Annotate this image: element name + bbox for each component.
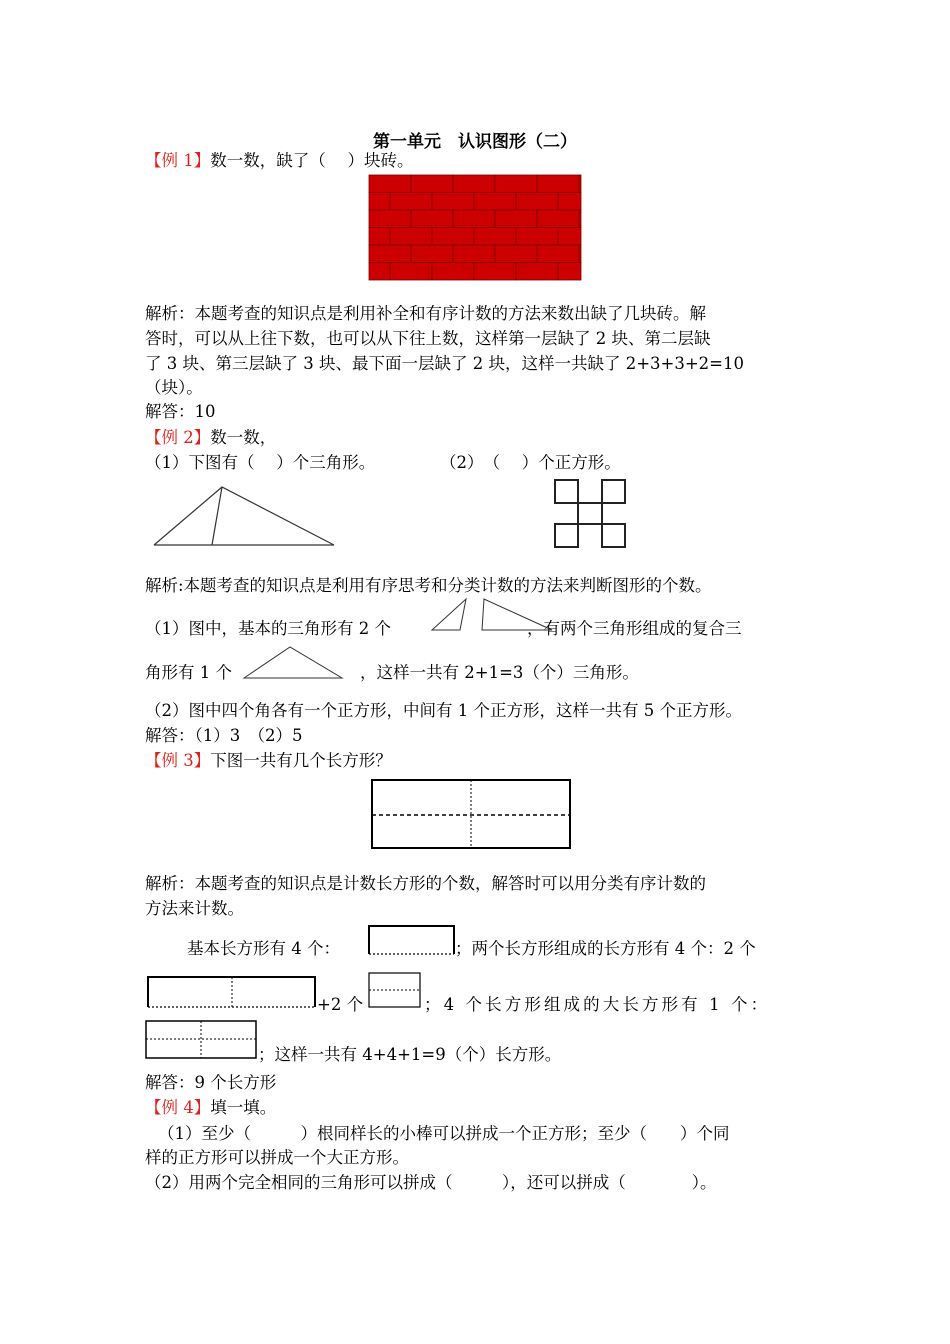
brick [369, 210, 411, 228]
example-3-text: 下图一共有几个长方形？ [210, 751, 392, 770]
example-1-analysis-3: 了 3 块、第三层缺了 3 块、最下面一层缺了 2 块，这样一共缺了 2+3+3+2=10 [145, 354, 744, 373]
example-2-question [145, 427, 276, 449]
basic-rectangle-figure [367, 924, 457, 956]
example-2-line-1b: ，有两个三角形组成的复合三 [527, 619, 742, 638]
example-3-question [145, 750, 392, 772]
example-3-tag: 【例 3】 [145, 751, 211, 770]
example-3-four: ；4 个长方形组成的大长方形有 1 个： [424, 995, 771, 1014]
brick [516, 228, 558, 246]
brick [369, 175, 411, 193]
example-1-answer: 解答：10 [145, 402, 216, 421]
brick [411, 175, 453, 193]
example-2-line-2a: 角形有 1 个 [145, 663, 232, 682]
brick [579, 210, 581, 228]
brick [474, 263, 516, 281]
brick [369, 263, 390, 281]
brick [432, 193, 474, 211]
brick [453, 175, 495, 193]
brick [474, 228, 516, 246]
triangle-figure [150, 485, 340, 550]
brick [390, 228, 432, 246]
compound-triangle-figure [242, 644, 346, 682]
example-3-basic: 基本长方形有 4 个： [187, 939, 340, 958]
example-2-tag: 【例 2】 [145, 428, 211, 447]
two-wide-rectangle-figure [146, 975, 318, 1009]
brick [516, 263, 558, 281]
example-2-line-3: （2）图中四个角各有一个正方形，中间有 1 个正方形，这样一共有 5 个正方形。 [145, 701, 742, 720]
example-1-question [145, 150, 414, 172]
example-2-line-1a: （1）图中，基本的三角形有 2 个 [145, 619, 391, 638]
example-4-sub1-a: （1）至少（ ）根同样长的小棒可以拼成一个正方形；至少（ ）个同 [158, 1124, 730, 1143]
example-3-analysis-1: 解析：本题考查的知识点是计数长方形的个数，解答时可以用分类有序计数的 [145, 874, 706, 893]
rectangle-figure [371, 779, 571, 849]
example-2-analysis: 解析:本题考查的知识点是利用有序思考和分类计数的方法来判断图形的个数。 [145, 576, 712, 595]
example-3-plus: +2 个 [317, 995, 364, 1014]
example-3-total: ；这样一共有 4+4+1=9（个）长方形。 [258, 1045, 562, 1064]
squares-figure [550, 475, 632, 555]
example-3-two: ；两个长方形组成的长方形有 4 个：2 个 [455, 939, 756, 958]
brick [495, 175, 537, 193]
brick [369, 228, 390, 246]
brick [432, 228, 474, 246]
brick [390, 193, 432, 211]
brick [390, 263, 432, 281]
example-4-tag: 【例 4】 [145, 1098, 211, 1117]
example-2-sub1: （1）下图有（ ）个三角形。 [145, 453, 376, 472]
brick [411, 210, 453, 228]
example-2-sub2: （2） （ ）个正方形。 [440, 453, 621, 472]
example-2-line-2b: ，这样一共有 2+1=3（个）三角形。 [360, 663, 639, 682]
brick [537, 175, 579, 193]
example-2-text: 数一数， [210, 428, 277, 447]
brick [558, 193, 581, 211]
example-1-analysis-4: （块）。 [145, 378, 203, 397]
example-3-analysis-2: 方法来计数。 [145, 899, 244, 918]
example-3-answer: 解答：9 个长方形 [145, 1073, 277, 1092]
brick [579, 245, 581, 263]
example-4-sub2: （2）用两个完全相同的三角形可以拼成（ ），还可以拼成（ ）。 [145, 1173, 717, 1192]
example-1-tag: 【例 1】 [145, 151, 211, 170]
brick-wall-figure [369, 175, 581, 280]
two-tall-rectangle-figure [368, 972, 422, 1008]
example-4-sub1-b: 样的正方形可以拼成一个大正方形。 [145, 1148, 409, 1167]
brick [495, 245, 537, 263]
brick [474, 193, 516, 211]
brick [516, 193, 558, 211]
example-1-analysis-2: 答时，可以从上往下数，也可以从下往上数，这样第一层缺了 2 块、第二层缺 [145, 329, 711, 348]
brick [453, 210, 495, 228]
brick [537, 210, 579, 228]
small-triangles-figure [428, 596, 556, 636]
brick [495, 210, 537, 228]
big-rectangle-figure [145, 1020, 258, 1060]
brick [537, 245, 579, 263]
brick [558, 228, 581, 246]
example-4-question [145, 1097, 276, 1119]
brick [453, 245, 495, 263]
brick [579, 175, 581, 193]
brick [432, 263, 474, 281]
example-2-line-2 [145, 662, 639, 684]
example-1-analysis-1: 解析：本题考查的知识点是利用补全和有序计数的方法来数出缺了几块砖。解 [145, 304, 706, 323]
page-title: 第一单元 认识图形（二） [373, 132, 577, 152]
example-2-answer: 解答：（1）3 （2）5 [145, 726, 303, 745]
example-4-text: 填一填。 [210, 1098, 277, 1117]
brick [558, 263, 581, 281]
brick [411, 245, 453, 263]
brick [369, 193, 390, 211]
brick [369, 245, 411, 263]
example-1-text: 数一数，缺了（ ）块砖。 [210, 151, 414, 170]
